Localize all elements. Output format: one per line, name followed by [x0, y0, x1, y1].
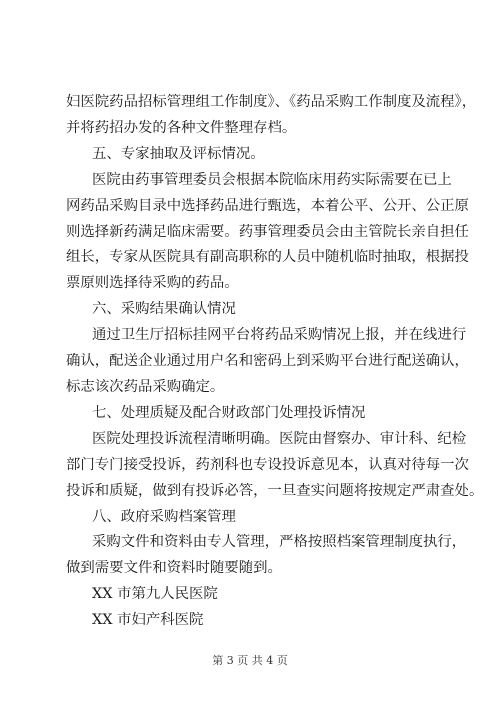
text-line: 妇医院药品招标管理组工作制度》、《药品采购工作制度及流程》， — [66, 94, 477, 110]
paragraph — [66, 582, 452, 608]
text-line: 确认，配送企业通过用户名和密码上到采购平台进行配送确认， — [66, 353, 469, 370]
paragraph — [66, 427, 484, 505]
text-line: 五、专家抽取及评标情况。 — [92, 145, 265, 162]
text-line: 医院处理投诉流程清晰明确。医院由督察办、审计科、纪检 — [92, 430, 467, 447]
paragraph — [66, 168, 469, 298]
text-line: 部门专门接受投诉，药剂科也专设投诉意见本，认真对待每一次 — [66, 456, 469, 473]
text-line: 做到需要文件和资料时随要随到。 — [66, 560, 282, 577]
text-line: XX 市妇产科医院 — [92, 612, 204, 629]
paragraph — [66, 401, 452, 427]
paragraph — [66, 142, 452, 168]
document-body — [66, 90, 484, 634]
paragraph — [66, 323, 469, 401]
text-line: 七、处理质疑及配合财政部门处理投诉情况 — [92, 404, 366, 421]
paragraph — [66, 608, 452, 634]
paragraph — [66, 90, 477, 142]
text-line: 八、政府采购档案管理 — [92, 508, 236, 525]
paragraph — [66, 297, 452, 323]
text-line: 票原则选择待采购的药品。 — [66, 275, 239, 292]
text-line: 网药品采购目录中选择药品进行甄选，本着公平、公开、公正原 — [66, 197, 469, 214]
page-footer: 第 3 页 共 4 页 — [212, 654, 288, 667]
text-line: 组长，专家从医院具有副高职称的人员中随机临时抽取，根据投 — [66, 249, 469, 266]
text-line: XX 市第九人民医院 — [92, 586, 218, 603]
text-line: 则选择新药满足临床需要。药事管理委员会由主管院长亲自担任 — [66, 223, 469, 240]
text-line: 医院由药事管理委员会根据本院临床用药实际需要在已上 — [92, 171, 452, 188]
text-line: 标志该次药品采购确定。 — [66, 378, 225, 395]
paragraph — [66, 530, 467, 582]
text-line: 六、采购结果确认情况 — [92, 301, 236, 318]
paragraph — [66, 505, 452, 531]
text-line: 采购文件和资料由专人管理，严格按照档案管理制度执行， — [92, 534, 467, 551]
text-line: 并将药招办发的各种文件整理存档。 — [66, 119, 297, 136]
text-line: 通过卫生厅招标挂网平台将药品采购情况上报，并在线进行 — [92, 327, 467, 344]
text-line: 投诉和质疑，做到有投诉必答，一旦查实问题将按规定严肃查处。 — [66, 482, 484, 499]
